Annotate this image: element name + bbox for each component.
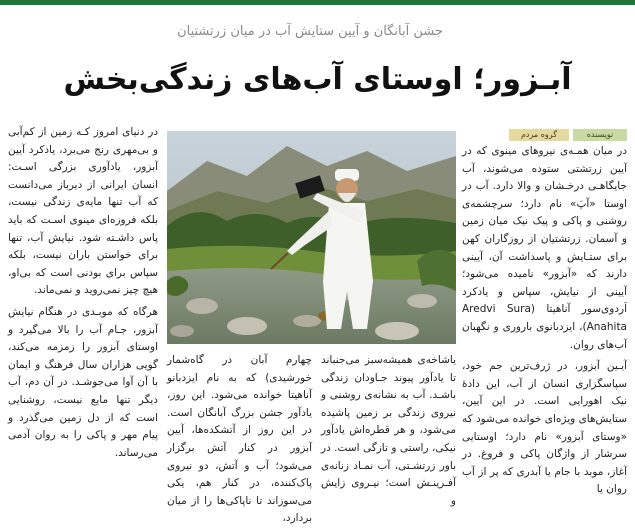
paragraph: در میان همـه‌ی نیروهای مینوی که در آیین زرتشتی ستوده می‌شوند، آب جایگاهـی درخـشان و والا دارد. آب در اوستا «آپَ» نام دارد؛ سرچشمه‌ی روشنی و پاکی و پیک نیک میان زمین و آسمان. زرتشتیان از روزگاران کهن برای ستـایش و پاسداشت آن، آیینی دارند که «آبزور» نامیده می‌شود؛ آیینی از نیایش، سپاس و یادکرد اَردوی‌سور آناهیتا (Aredvi Sura Anahita)، ایزدبانوی باروری و نگهبان آب‌های روان. [462, 145, 627, 351]
paragraph: آیـین آبزور، در ژرف‌ترین جم خود، سپاسگزاری انسان از آب، این دادهٔ نیک اهورایی است. در این آیین، ستایش‌های ویژه‌ای خوانده می‌شود که «وستای آبزور» نام دارد؛ اوستایی سرشار از واژگان پاکی و فروغ. در آغاز، موبد با جام یا آبدری که پر از آب روان یا [462, 360, 627, 496]
photo-illustration [167, 131, 456, 344]
byline-label: نویسنده [573, 129, 627, 141]
paragraph: در دنیای امروز کـه زمین از کم‌آبی و بی‌مهری رنج می‌برد، یادکرد آیین آبزور، یادآوری بزرگی اسـت: انسان ایرانی از دیرباز می‌دانست که آب تنها مایه‌ی زندگی نیست، بلکه فروزه‌ای مینوی اسـت که باید پاس داشـته شود. نیایش آب، تنها برای خواستن باران نیست، بلکه سپاس برای بودنی است که بی‌او، هیچ چیز نمی‌روید و نمی‌ماند. [8, 126, 158, 297]
byline-author: گروه مردم [509, 129, 569, 141]
article-kicker: جشن آبانگان و آیین ستایش آب در میان زرتشتیان [177, 24, 443, 39]
paragraph: هرگاه که موبـدی در هنگام نیایش آبزور، جـام آب را بالا می‌گیرد و اوستای آبزور را زمزمه می‌کند، گویی هزاران سال فرهنگ و ایمان با آن آوا می‌جوشـد. در آن دم، آب دیگر تنها مایع نیست، روشنایی است که از دل زمین می‌گذرد و پیام مهر و پاکی را به روان آدمی می‌رساند. [8, 305, 158, 459]
article-headline: آبـزور؛ اوستای آب‌های زندگی‌بخش [63, 62, 572, 97]
article-column-left [8, 124, 158, 466]
article-column-mid-c: یاشاخه‌ی همیشه‌سبز می‌جنباند تا یادآور پیوند جـاودان زندگی باشـد. آب به نشانه‌ی روشنی و نیروی زندگی بر زمین پاشیده می‌شود، و هر قطره‌اش یادآور نیکی، راستی و تازگی است. در باور زرتشـتی، آب نمـاد زنانه‌ی آفـرینـش است؛ نیـروی زایش و [321, 354, 456, 507]
article-column-right [462, 143, 627, 503]
article-column-mid-b: چهارم آبان در گاه‌شمار خورشیدی) که به نام ایزدبانو آناهیتا خوانده می‌شود. این روز، یادآور جشن بزرگ آبانگان است. در این روز از آتشکده‌ها، آیین آبزور در کنار آتش برگزار می‌شود؛ آب و آتش، دو نیروی پاک‌کننده، در کنار هم، یکی می‌سوزاند تا ناپاکی‌ها را از میان بردارد، [167, 354, 312, 525]
top-accent-bar [0, 0, 635, 5]
byline [462, 129, 627, 141]
priest-by-river-photo [167, 131, 456, 344]
